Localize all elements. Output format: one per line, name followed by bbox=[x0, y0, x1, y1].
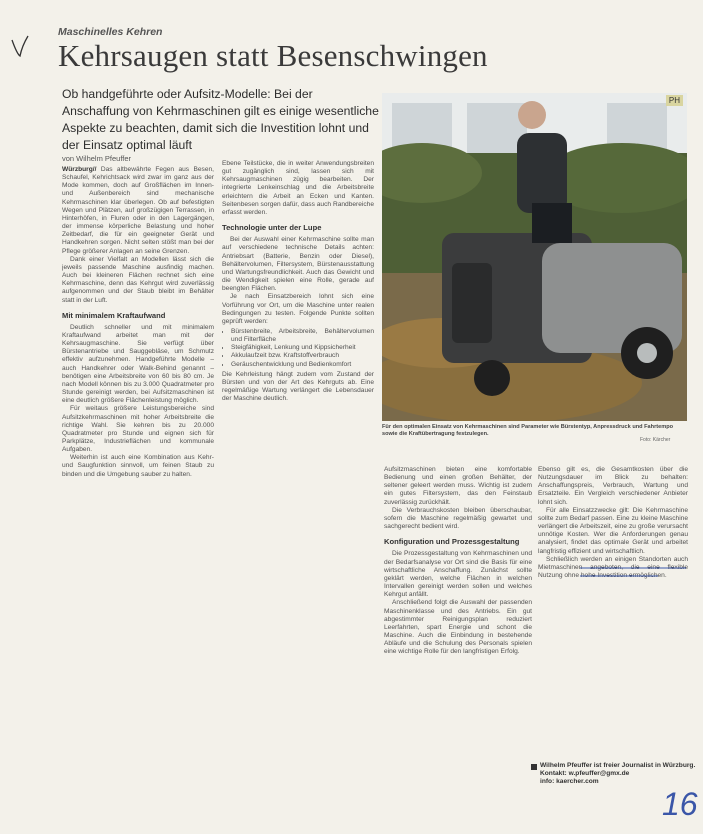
col2-paragraph-4: Die Kehrleistung hängt zudem vom Zustand der Bürsten und von der Art des Kehrguts ab. Eine regelmäßige Wartung verlängert die Lebensdauer der Maschine deutlich. bbox=[222, 370, 374, 403]
column-2 bbox=[222, 160, 374, 826]
col1-paragraph-5: Weiterhin ist auch eine Kombination aus Kehr- und Saugfunktion sinnvoll, um feinen Staub zu binden und die Umgebung sauber zu halten. bbox=[62, 454, 214, 478]
subheading-minimal-effort: Mit minimalem Kraftaufwand bbox=[62, 310, 166, 320]
list-item: • Bürstenbreite, Arbeitsbreite, Behältervolumen und Filterfläche bbox=[231, 328, 374, 344]
byline: von Wilhelm Pfeuffer bbox=[62, 154, 132, 163]
col3-paragraph-4: Anschließend folgt die Auswahl der passenden Maschinenklasse und des Antriebs. Ein gut abgestimmter Reinigungsplan reduziert Leerfahrten, spart Energie und schont die Maschine. Auch die Einbindung in bestehende Abläufe und die Schulung des Personals spielen eine wichtige Rolle für den langfristigen Erfolg. bbox=[384, 599, 532, 656]
brand-badge: PH bbox=[666, 95, 683, 106]
col4-paragraph-1: Ebenso gilt es, die Gesamtkosten über die Nutzungsdauer im Blick zu behalten: Anschaffungspreis, Verbrauch, Wartung und Ersatzteile. Ein Vergleich verschiedener Anbieter lohnt sich. bbox=[538, 466, 688, 506]
headline: Kehrsaugen statt Besenschwingen bbox=[58, 38, 488, 73]
subheading-configuration: Konfiguration und Prozessgestaltung bbox=[384, 537, 520, 547]
lead-paragraph: Ob handgeführte oder Aufsitz-Modelle: Bei der Anschaffung von Kehrmaschinen gilt es einige wesentliche Aspekte zu beachten, damit sich die Investition lohnt und der Einsatz optimal läuft bbox=[62, 87, 379, 152]
col4-paragraph-3: Schließlich werden an einigen Standorten auch Mietmaschinen angeboten, die eine flexible Nutzung ohne hohe Investition ermöglichen. bbox=[538, 555, 688, 580]
photo-credit: Foto: Kärcher bbox=[640, 437, 671, 443]
sweeper-illustration bbox=[382, 93, 687, 421]
page-number: 16 bbox=[662, 786, 698, 822]
col1-paragraph-2: Dank einer Vielfalt an Modellen lässt sich die jeweils passende Maschine ausfindig machen. Auch bei kleineren Flächen rechnet sich eine Kehrmaschine, denn das Kehrgut wird zuverlässig aufgenommen und der Staub bleibt im Behälter statt in der Luft. bbox=[62, 255, 214, 304]
author-box bbox=[531, 762, 700, 787]
checklist bbox=[222, 328, 374, 369]
subheading-technology: Technologie unter der Lupe bbox=[222, 223, 322, 233]
col2-paragraph-2: Bei der Auswahl einer Kehrmaschine sollte man auf verschiedene technische Details achten: Antriebsart (Batterie, Benzin oder Diesel), Behältervolumen, Filtersystem, Bürstenausstattung und Wartungsfreundlichkeit. Auch das Gewicht und die Wendigkeit spielen eine Rolle, gerade auf beengten Flächen. bbox=[222, 236, 374, 293]
handwritten-check-icon bbox=[8, 34, 30, 58]
col1-paragraph-1: Würzburg// Das altbewährte Fegen aus Besen, Schaufel, Kehrichtsack wird zwar im ganz aus der Mode kommen, doch auf Großflächen im Innen- und Außenbereich sind mechanische Kehrmaschinen klar überlegen. Ob auf befestigten Wegen und Plätzen, auf großzügigen Terrassen, in Hinterhöfen, in Fluren oder in den Lagergängen, der immense körperliche Belastung und hoher Zeitbedarf, die für ein geeigneter Gerät und Handkehren sorgen. Nicht selten stößt man bei der Pflege größerer Anlagen an seine Grenzen. bbox=[62, 166, 214, 255]
author-info: info: kaercher.com bbox=[540, 778, 599, 786]
list-item: • Akkulaufzeit bzw. Kraftstoffverbrauch bbox=[231, 352, 374, 360]
col4-paragraph-2: Für alle Einsatzzwecke gilt: Die Kehrmaschine sollte zum Bedarf passen. Eine zu kleine Maschine verlängert die Arbeitszeit, eine zu große verursacht unnötige Kosten. Wer die Anforderungen genau analysiert, findet das optimale Gerät und arbeitet langfristig effizient und wirtschaftlich. bbox=[538, 506, 688, 555]
col3-paragraph-2: Die Verbrauchskosten bleiben überschaubar, sofern die Maschine regelmäßig gewartet und sachgerecht bedient wird. bbox=[384, 506, 532, 531]
col3-paragraph-1: Aufsitzmaschinen bieten eine komfortable Bedienung und einen großen Behälter, der seltener geleert werden muss. Wichtig ist zudem ein gutes Filtersystem, das den Feinstaub zuverlässig zurückhält. bbox=[384, 466, 532, 506]
column-4 bbox=[538, 466, 688, 758]
photo-caption: Für den optimalen Einsatz von Kehrmaschinen sind Parameter wie Bürstentyp, Anpressdruck und Fahrtempo sowie die Kraftübertragung festzulegen. bbox=[382, 424, 674, 437]
col2-paragraph-3: Je nach Einsatzbereich lohnt sich eine Vorführung vor Ort, um die Maschine unter realen Bedingungen zu testen. Folgende Punkte sollten geprüft werden: bbox=[222, 293, 374, 325]
author-contact: Kontakt: w.pfeuffer@gmx.de bbox=[540, 770, 630, 778]
dateline: Würzburg// bbox=[62, 166, 97, 173]
handwritten-underline-icon bbox=[578, 564, 688, 578]
list-item: • Steigfähigkeit, Lenkung und Kippsicherheit bbox=[231, 344, 374, 352]
kicker: Maschinelles Kehren bbox=[58, 26, 163, 38]
column-1 bbox=[62, 166, 214, 826]
author-name: Wilhelm Pfeuffer ist freier Journalist in Würzburg. bbox=[540, 762, 696, 769]
col2-paragraph-1: Ebene Teilstücke, die in weiter Anwendungsbreiten gut zugänglich sind, lassen sich mit Kehrsaugmaschinen zügig bearbeiten. Der integrierte Lenkeinschlag und die Arbeitsbreite erleichtern die Arbeit an Ecken und Kanten. Seitenbesen sorgen dafür, dass auch Randbereiche erfasst werden. bbox=[222, 160, 374, 216]
column-3 bbox=[384, 466, 532, 826]
col1-paragraph-4: Für weitaus größere Leistungsbereiche sind Aufsitzkehrmaschinen mit hoher Arbeitsbreite die richtige Wahl. Sie kehren bis zu 20.000 Quadratmeter pro Stunde und eignen sich für Parkplätze, Industrieflächen und kommunale Aufgaben. bbox=[62, 405, 214, 454]
col3-paragraph-3: Die Prozessgestaltung von Kehrmaschinen und der Bedarfsanalyse vor Ort sind die Basis für eine wirtschaftliche Anschaffung. Zunächst sollte geklärt werden, welche Flächen in welchen Intervallen gereinigt werden sollen und welches Kehrgut anfällt. bbox=[384, 550, 532, 599]
list-item: • Geräuschentwicklung und Bedienkomfort bbox=[231, 361, 374, 369]
sweeper-photo bbox=[382, 93, 687, 421]
col1-paragraph-3: Deutlich schneller und mit minimalem Kraftaufwand arbeitet man mit der Kehrsaugmaschine. Sie verfügt über Bürstenantriebe und Sauggebläse, um Schmutz effektiv aufzunehmen. Handgeführte Modelle – auch Handkehrer oder Walk-Behind genannt – benötigen eine Arbeitsbreite von 60 bis 80 cm. Je nach Modell können bis zu 3.000 Quadratmeter pro Stunde gereinigt werden, bei Aufsitzmaschinen ist eine deutlich größere Flächenleistung möglich. bbox=[62, 323, 214, 405]
